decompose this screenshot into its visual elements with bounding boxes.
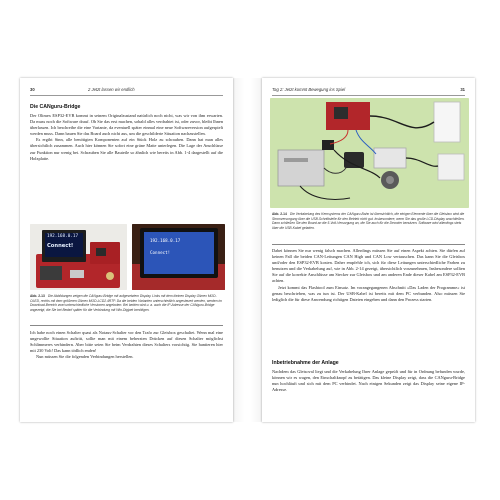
figure-caption-text: Die Abbildungen zeigen die CANguru-Bridge mit aufgesetztem Display. Links mit dem kleinen Display Olimex MOD-OLED, rechts mit dem größeren Olimex MOD-LCD2.4RTP. Da die beiden Varianten unterschiedlich angesteuert werden, werden im Download-Bereich zwei unterschiedliche Versionen angeboten. Bei beiden wird u. a. auch die IP-Adresse der CANguru-Bridge angezeigt, die Sie bei Bedarf später für die Verbindung mit Win-Digipet benötigen. (30, 294, 222, 312)
section-title-inbetriebnahme: Inbetriebnahme der Anlage (272, 360, 339, 366)
right-after-text (272, 369, 465, 393)
left-after-text (30, 330, 223, 360)
oled-ip: 192.168.0.17 (47, 234, 79, 239)
paragraph: Ich habe noch einen Schalter quasi als Notaus-Schalter vor den Trafo zur Gleisbox geschaltet. Wenn mal eine ungewollte Situation auftritt, sollte man mit einem beherzten Drücken auf diesen Schalter möglichst Schlimmeres verhindern. Aber bitte seien Sie beim Verdrahten dieses Schalters vorsichtig. Sie hantieren hier mit 230 Volt! Das kann tödlich enden! (30, 330, 223, 354)
wiring-setup-illustration (270, 98, 469, 208)
lcd-message: Connect! (150, 249, 171, 255)
figure-caption-text: Die Verkabelung des Kernsystems der CANguru-Bahn ist übersichtlich, die einigen Elemente über die Gleisbox wird die Stromversorgung über die USB-Schnittstelle für den Betrieb nicht gut. Insbesondere, wenn Sie das große LCD-Display anschließen. Dann schließen Sie den Board an die 5-Volt-Versorgung an, die Sie auch für die Decoder benutzen. Software wird allerdings stets über die USB-Kabel geladen. (272, 212, 465, 230)
figure-caption-2-13 (30, 294, 225, 312)
page-number-right: 31 (460, 87, 465, 92)
paragraph: Dabei können Sie nur wenig falsch machen. Allerdings müssen Sie auf einen Aspekt achten. Sie dürfen auf keinen Fall die beiden CAN-Leitungen CAN High und CAN Low vertauschen. Das kann Sie die Gleisbox und/oder den ESP32-EVB kosten. Daher empfehle ich, sich für diese Leitungen unterschiedliche Farben zu benutzen und die Verkabelung auf, wie in Abb. 2-14 gezeigt, übersichtlich vorzunehmen, Insbesondere sollten Sie auf die korrekte Anschlüsse am Stecker zur Gleisbox und am anderen Ende dieser Kabel am ESP32-EVB achten. (272, 248, 465, 284)
photo-bridge-oled (30, 224, 127, 290)
caption-rule (272, 244, 465, 245)
paragraph: Nun müssen Sie die folgenden Verbindungen herstellen. (36, 354, 134, 360)
photo-bridge-lcd (132, 224, 225, 290)
paragraph: Jetzt kommt das Flashtool zum Einsatz. Im vorangegangenen Abschnitt »Das Laden der Programme« ist genau beschrieben, was zu tun ist. Der USB-Kabel ist bereits mit dem PC verbunden. Also müssen Sie lediglich die für diese Anwendung richtigen Dateien eingeben und dann den Prozess starten. (272, 284, 465, 302)
left-page (20, 78, 233, 422)
right-page (262, 78, 475, 422)
right-intro-text (272, 248, 465, 303)
running-head-title-right: Tag 2: Jetzt kommt Bewegung ins Spiel (272, 87, 346, 92)
caption-rule (30, 325, 223, 326)
lcd-screen-text (150, 238, 212, 255)
page-number-left: 30 (30, 87, 35, 92)
running-head-title-left: 2 Jetzt lassen wir endlich (88, 87, 135, 92)
paragraph: Der Olimex ESP32-EVB kommt in seinem Originalzustand natürlich noch nicht, was wir von ihm erwarten. Da muss noch die Software drauf. Ob Sie das erst machen, sobald alles verdrahtet ist, oder zuvor, bleibt Ihnen überlassen. Ich beschreibe die eine Variante, da eventuell später einmal eine neue Softwareversion aufgespielt werden muss. Dann bauen Sie das Board auch nicht aus, um die geschilderte Situation nachzustellen. (30, 113, 223, 137)
figure-label: Abb. 2-13 (30, 294, 45, 298)
oled-screen-text (47, 234, 83, 249)
running-head-right (272, 87, 465, 96)
paragraph: Nachdem das Gleisoval liegt und die Verkabelung Ihrer Anlage geprüft und für in Ordnung befunden wurde, können wir es wagen, den Einschaltknopf zu betätigen. Das kleine Display zeigt, dass die CANguru-Bridge nun hochläuft und sich mit dem PC verbindet. Nach einigen Sekunden zeigt das Display seine eigene IP-Adresse. (272, 369, 465, 393)
left-intro-text (30, 113, 223, 162)
book-spine (233, 78, 262, 422)
running-head-left (30, 87, 223, 96)
paragraph: Es ergibt Sinn, alle benötigten Komponenten auf ein Stück Holz zu schrauben. Dann hat man alles übersichtlich zusammen. Auch hier können Sie sofort eine grüne Matte unterlegen. Die Lage der Anschlüsse zur Funktion nur wenig bei. Schrauben Sie alle Bauteile so ähnlich wie bereits in Abb. 1-4 dargestellt auf die Holzplatte. (30, 137, 223, 161)
photo-wiring-setup (270, 98, 469, 208)
bridge-lcd-illustration (132, 224, 225, 290)
oled-message: Connect! (47, 242, 74, 249)
figure-caption-2-14 (272, 212, 467, 230)
lcd-ip: 192.168.0.17 (150, 238, 181, 243)
figure-label: Abb. 2-14 (272, 212, 287, 216)
section-title-canguru-bridge: Die CANguru-Bridge (30, 104, 81, 110)
